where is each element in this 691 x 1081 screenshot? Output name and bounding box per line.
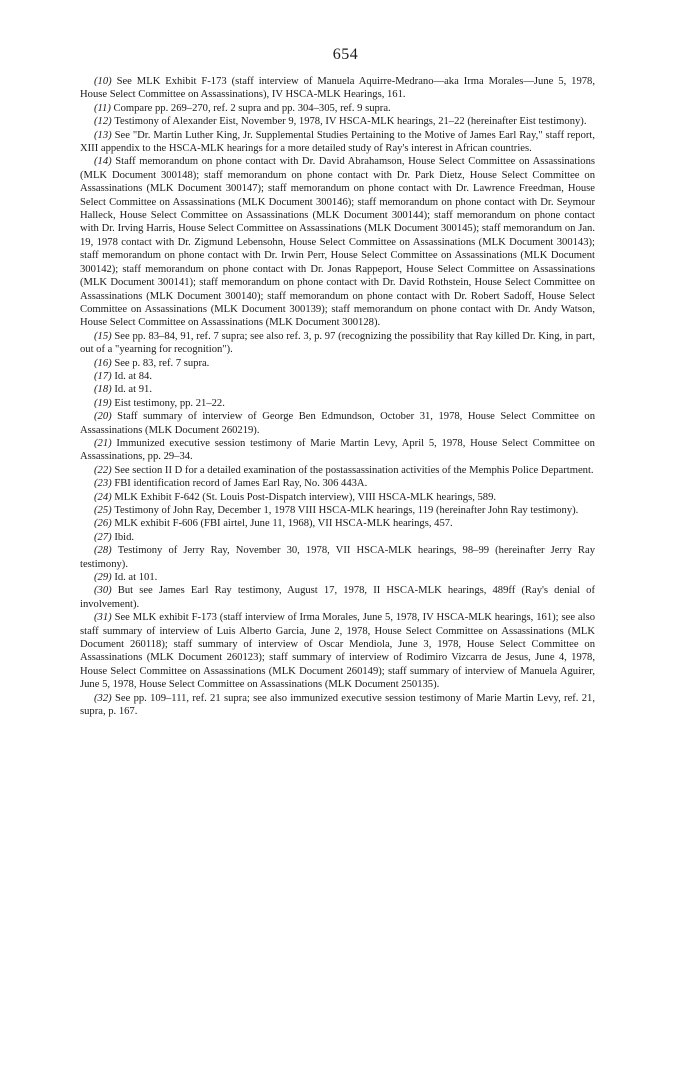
endnote-text: Ibid. xyxy=(114,531,135,543)
endnote-25 xyxy=(80,504,595,517)
endnote-16 xyxy=(80,357,595,370)
endnote-text: Testimony of Alexander Eist, November 9, 1978, IV HSCA-MLK hearings, 21–22 (hereinafter Eist testimony). xyxy=(114,116,587,128)
endnote-26 xyxy=(80,517,595,530)
endnote-number: ( 29 ) xyxy=(94,572,114,583)
endnote-15 xyxy=(80,330,595,357)
endnote-23 xyxy=(80,477,595,490)
endnote-29 xyxy=(80,571,595,584)
endnote-number: ( 25 ) xyxy=(94,505,114,516)
endnote-number: ( 19 ) xyxy=(94,398,114,409)
endnote-text: Staff memorandum on phone contact with Dr. David Abrahamson, House Select Committee on Assassinations (MLK Document 300148); staff memorandum on phone contact with Dr. Park Dietz, House Select Committee on Assassinations (MLK Document 300147); staff memorandum on phone contact with Dr. Lawrence Freedman, House Select Committee on Assassinations (MLK Document 300146); staff memorandum on phone contact with Dr. Seymour Halleck, House Select Committee on Assassinations (MLK Document 300144); staff memorandum on phone contact with Dr. Irving Harris, House Select Committee on Assassinations (MLK Document 300145); staff memorandum on Jan. 19, 1978 contact with Dr. Zigmund Lebensohn, House Select Committee on Assassinations (MLK Document 300143); staff memorandum on phone contact with Dr. Irwin Perr, House Select Committee on Assassinations (MLK Document 300142); staff memorandum on phone contact with Dr. Jonas Rappeport, House Select Committee on Assassinations (MLK Document 300141); staff memorandum on phone contact with Dr. David Rothstein, House Select Committee on Assassinations (MLK Document 300140); staff memorandum on phone contact with Dr. Robert Sadoff, House Select Committee on Assassinations (MLK Document 300139); staff memorandum on phone contact with Dr. Andy Watson, House Select Committee on Assassinations (MLK Document 300128). xyxy=(80,156,595,329)
endnote-20 xyxy=(80,410,595,437)
endnote-22 xyxy=(80,464,595,477)
endnote-13 xyxy=(80,129,595,156)
endnote-text: But see James Earl Ray testimony, August 17, 1978, II HSCA-MLK hearings, 489ff (Ray's denial of involvement). xyxy=(80,585,595,610)
endnote-number: ( 27 ) xyxy=(94,532,114,543)
endnote-text: Eist testimony, pp. 21–22. xyxy=(114,397,225,409)
endnote-number: ( 21 ) xyxy=(94,438,116,449)
endnote-text: Immunized executive session testimony of Marie Martin Levy, April 5, 1978, House Select Committee on Assassinations, pp. 29–34. xyxy=(80,437,595,463)
endnote-number: ( 17 ) xyxy=(94,371,114,382)
endnote-text: Id. at 91. xyxy=(114,384,152,396)
endnote-number: ( 10 ) xyxy=(94,76,117,87)
endnote-text: See pp. 109–111, ref. 21 supra; see also immunized executive session testimony of Marie Martin Levy, ref. 21, supra, p. 167. xyxy=(80,692,595,718)
endnote-10 xyxy=(80,75,595,102)
endnote-text: See "Dr. Martin Luther King, Jr. Supplemental Studies Pertaining to the Motive of James Earl Ray," staff report, XIII appendix to the HSCA-MLK hearings for a more detailed study of Ray's interest in African countries. xyxy=(80,129,595,155)
endnote-number: ( 18 ) xyxy=(94,384,114,395)
endnote-number: ( 13 ) xyxy=(94,130,115,141)
endnote-number: ( 22 ) xyxy=(94,465,114,476)
endnote-text: See pp. 83–84, 91, ref. 7 supra; see also ref. 3, p. 97 (recognizing the possibility that Ray killed Dr. King, in part, out of a "yearning for recognition"). xyxy=(80,330,595,356)
endnote-number: ( 11 ) xyxy=(94,103,114,114)
endnote-text: See MLK exhibit F-173 (staff interview of Irma Morales, June 5, 1978, IV HSCA-MLK hearings, 161); see also staff summary of interview of Luis Alberto Garcia, June 2, 1978, House Select Committee on Assassinations (MLK Document 260118); staff summary of interview of Oscar Mendiola, June 3, 1978, House Select Committee on Assassinations (MLK Document 260123); staff summary of interview of Rodimiro Vizcarra de Jesus, June 4, 1978, House Select Committee on Assassinations (MLK Document 260149); staff summary of interview of Manuela Aguirer, June 5, 1978, House Select Committee on Assassinations (MLK Document 250135). xyxy=(80,612,595,691)
endnote-12 xyxy=(80,115,595,128)
endnote-17 xyxy=(80,370,595,383)
endnote-text: Staff summary of interview of George Ben Edmundson, October 31, 1978, House Select Committee on Assassinations (MLK Document 260219). xyxy=(80,411,595,436)
endnote-11 xyxy=(80,102,595,115)
endnote-18 xyxy=(80,383,595,396)
endnote-text: MLK exhibit F-606 (FBI airtel, June 11, 1968), VII HSCA-MLK hearings, 457. xyxy=(114,518,453,530)
endnote-21 xyxy=(80,437,595,464)
endnote-text: Id. at 101. xyxy=(114,572,158,584)
endnote-number: ( 31 ) xyxy=(94,612,115,623)
endnote-14 xyxy=(80,155,595,329)
endnote-text: Testimony of Jerry Ray, November 30, 1978, VII HSCA-MLK hearings, 98–99 (hereinafter Jerry Ray testimony). xyxy=(80,545,595,570)
endnote-32 xyxy=(80,692,595,719)
endnote-24 xyxy=(80,491,595,504)
endnotes-list xyxy=(80,75,595,719)
endnote-text: See p. 83, ref. 7 supra. xyxy=(114,357,210,369)
endnote-text: See MLK Exhibit F-173 (staff interview of Manuela Aquirre-Medrano—aka Irma Morales—June 5, 1978, House Select Committee on Assassinations), IV HSCA-MLK Hearings, 161. xyxy=(80,76,595,101)
endnote-number: ( 24 ) xyxy=(94,492,114,503)
endnote-text: MLK Exhibit F-642 (St. Louis Post-Dispatch interview), VIII HSCA-MLK hearings, 589. xyxy=(114,491,497,503)
endnote-number: ( 15 ) xyxy=(94,331,114,342)
endnote-text: Id. at 84. xyxy=(114,370,152,382)
endnote-text: See section II D for a detailed examination of the postassassination activities of the Memphis Police Department. xyxy=(114,464,594,476)
endnote-number: ( 28 ) xyxy=(94,545,118,556)
endnote-19 xyxy=(80,397,595,410)
endnote-number: ( 23 ) xyxy=(94,478,114,489)
endnote-number: ( 26 ) xyxy=(94,518,114,529)
endnote-number: ( 12 ) xyxy=(94,116,114,127)
endnote-number: ( 30 ) xyxy=(94,585,118,596)
endnote-text: FBI identification record of James Earl Ray, No. 306 443A. xyxy=(114,478,368,490)
endnote-text: Testimony of John Ray, December 1, 1978 VIII HSCA-MLK hearings, 119 (hereinafter John Ray testimony). xyxy=(114,505,579,516)
page-number: 654 xyxy=(332,46,359,63)
endnote-number: ( 20 ) xyxy=(94,411,117,422)
endnote-27 xyxy=(80,531,595,544)
endnote-number: ( 16 ) xyxy=(94,358,114,369)
endnote-28 xyxy=(80,544,595,571)
endnote-30 xyxy=(80,584,595,611)
endnote-number: ( 32 ) xyxy=(94,693,115,704)
endnote-text: Compare pp. 269–270, ref. 2 supra and pp. 304–305, ref. 9 supra. xyxy=(113,102,391,114)
endnote-number: ( 14 ) xyxy=(94,156,115,167)
endnote-31 xyxy=(80,611,595,691)
